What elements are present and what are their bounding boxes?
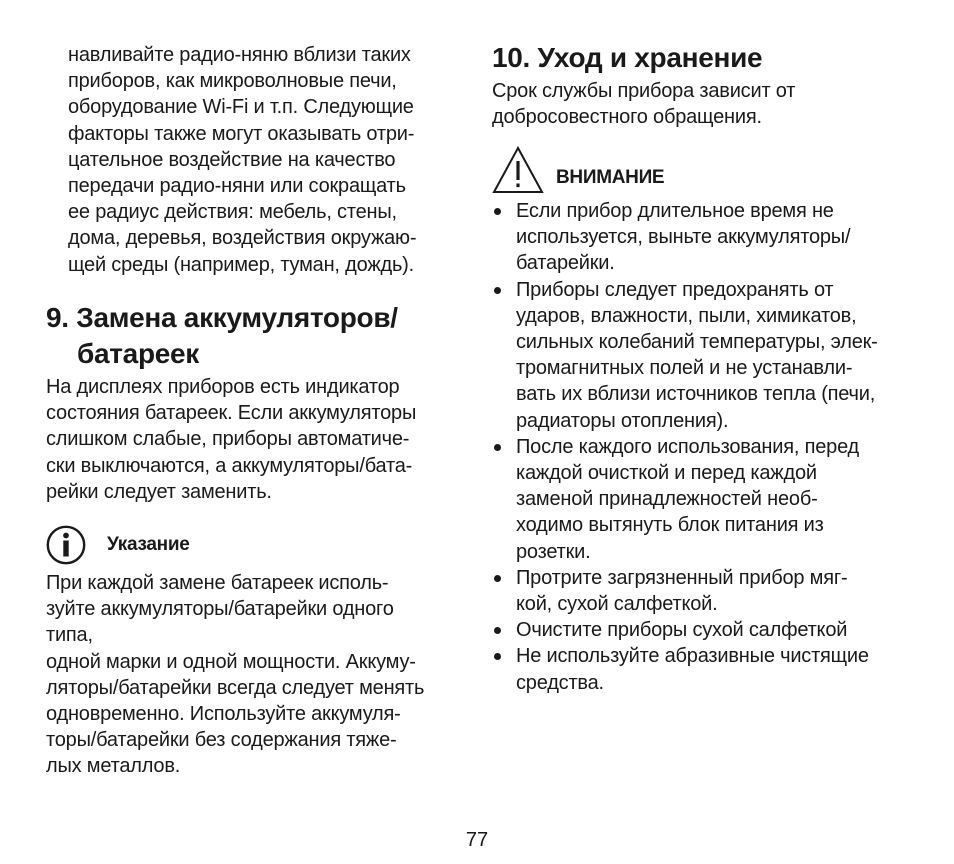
bullet-icon xyxy=(494,575,501,582)
list-item-text: Если прибор длительное время не используется, выньте аккумуляторы/ батарейки. xyxy=(516,200,851,275)
section-9-body: На дисплеях приборов есть индикатор состояния батареек. Если аккумуляторы слишком слабые, приборы автоматиче- ски выключаются, а аккумуляторы/бата- рейки следует заменить. xyxy=(46,376,417,503)
list-item-text: Очистите приборы сухой салфеткой xyxy=(516,619,848,642)
warning-triangle-icon xyxy=(492,146,544,194)
list-item-text: Не используйте абразивные чистящие средства. xyxy=(516,645,869,694)
warning-label: ВНИМАНИЕ xyxy=(556,167,665,188)
list-item xyxy=(492,565,912,617)
note-body: При каждой замене батареек исполь- зуйте аккумуляторы/батарейки одного типа, одной марки и одной мощности. Аккуму- ляторы/батарейки всегда следует менять одновременно. Используйте аккумуля- торы/батарейки без содержания тяже- лых металлов. xyxy=(46,572,425,778)
note-header xyxy=(46,522,190,568)
section-10-body: Срок службы прибора зависит от добросовестного обращения. xyxy=(492,80,796,129)
bullet-icon xyxy=(494,653,501,660)
list-item xyxy=(492,198,912,277)
bullet-icon xyxy=(494,627,501,634)
page-number: 77 xyxy=(465,829,489,851)
list-item xyxy=(492,434,912,565)
list-item-text: Приборы следует предохранять от ударов, влажности, пыли, химикатов, сильных колебаний температуры, элек- тромагнитных полей и не устанавли- вать их вблизи источников тепла (печи, радиаторы отопления). xyxy=(516,278,878,432)
list-item-text: Протрите загрязненный прибор мяг- кой, сухой салфеткой. xyxy=(516,566,848,616)
list-item xyxy=(492,277,912,434)
care-instructions-list xyxy=(492,198,912,696)
bullet-icon xyxy=(494,208,501,215)
section-10-title: 10. Уход и хранение xyxy=(492,42,763,73)
bullet-icon xyxy=(494,287,501,294)
note-label: Указание xyxy=(107,534,190,555)
section-9-title-line1: 9. Замена аккумуляторов/ xyxy=(46,302,398,333)
info-icon xyxy=(46,525,86,565)
bullet-icon xyxy=(494,444,501,451)
section-9-title-line2: батареек xyxy=(77,338,200,369)
list-item xyxy=(492,617,912,643)
warning-header xyxy=(492,142,664,194)
intro-continuation-text: навливайте радио-няню вблизи таких приборов, как микроволновые печи, оборудование Wi-Fi и т.п. Следующие факторы также могут оказывать отри- цательное воздействие на качество передачи радио-няни или сокращать ее радиус действия: мебель, стены, дома, деревья, воздействия окружаю- щей среды (например, туман, дождь). xyxy=(68,44,417,276)
list-item xyxy=(492,643,912,695)
section-9-title xyxy=(46,300,466,372)
list-item-text: После каждого использования, перед каждой очисткой и перед каждой заменой принадлежностей необ- ходимо вытянуть блок питания из розетки. xyxy=(516,435,860,563)
